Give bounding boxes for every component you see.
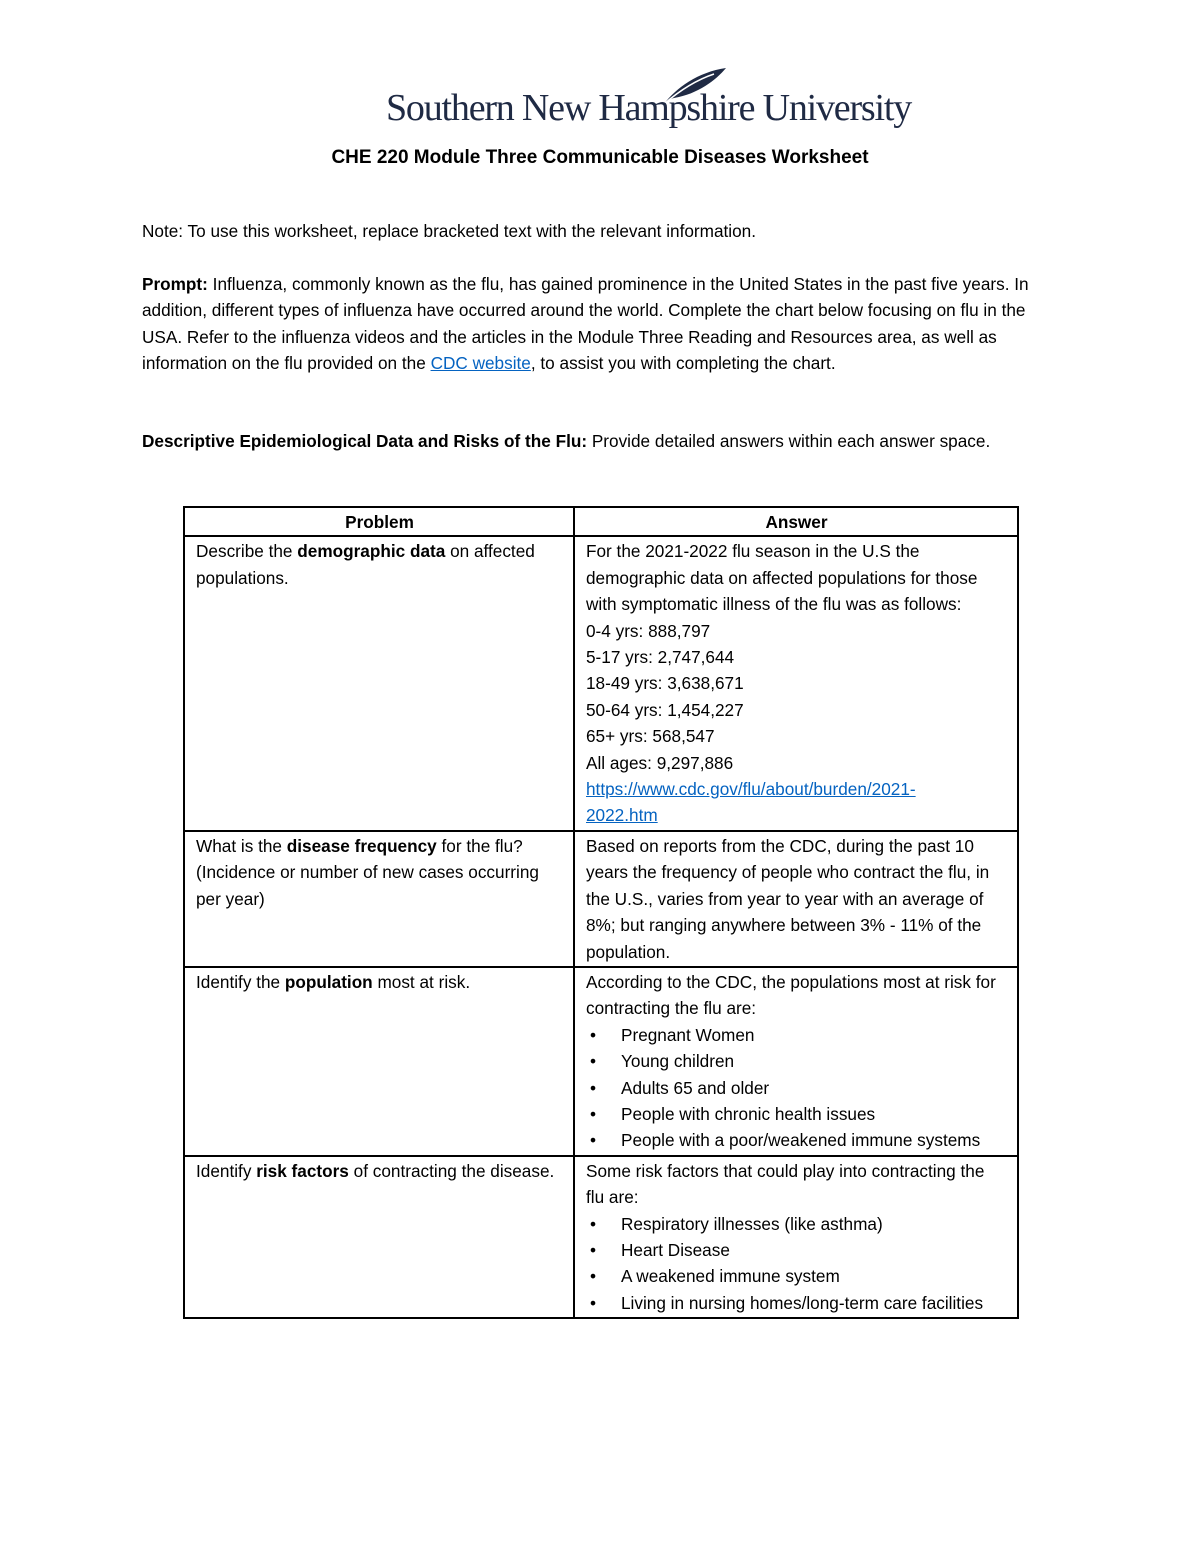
prompt-text-before: Influenza, commonly known as the flu, has gained prominence in the United States in the past five years. In addition, different types of influenza have occurred around the world. Complete the chart below focusing on flu in the USA. Refer to the influenza videos and the articles in the Module Three Reading and Resources area, as well as information on the flu provided on the [142,274,1029,374]
list-item [586,1263,1007,1289]
header-answer: Answer [574,507,1018,536]
list-item [586,1075,1007,1101]
cdc-burden-link[interactable] [586,776,1007,829]
cdc-burden-link-part: https://www.cdc.gov/flu/about/burden/2021- [586,779,916,800]
list-item-text: A weakened immune system [621,1266,840,1287]
demographic-line: 18-49 yrs: 3,638,671 [586,673,744,694]
problem-text: What is the [196,835,287,856]
bullet-icon: • [590,1266,597,1287]
worksheet-table [183,506,1019,1319]
problem-text: most at risk. [372,971,471,992]
problem-keyword: demographic data [297,541,446,562]
problem-cell [184,1156,574,1318]
list-item [586,1101,1007,1127]
answer-intro: Based on reports from the CDC, during the past 10 years the frequency of people who contract the flu, in the U.S., varies from year to year with an average of 8%; but ranging anywhere between 3% - 11% of the population. [586,835,990,962]
bullet-icon: • [590,1103,597,1124]
list-item [586,1290,1007,1316]
risk-population-list [586,1022,1007,1154]
description-text: Provide detailed answers within each answer space. [587,431,991,451]
problem-text: Identify [196,1160,257,1181]
list-item-text: People with chronic health issues [621,1103,876,1124]
list-item-text: Living in nursing homes/long-term care facilities [621,1292,984,1313]
note-paragraph [142,218,1062,244]
answer-intro: Some risk factors that could play into contracting the flu are: [586,1160,985,1208]
problem-text: Describe the [196,541,298,562]
table-row [184,831,1018,967]
answer-cell [574,831,1018,967]
problem-cell [184,831,574,967]
problem-text: on affected populations. [196,541,535,588]
risk-factor-list [586,1211,1007,1317]
bullet-icon: • [590,1239,597,1260]
problem-text: for the flu? (Incidence or number of new cases occurring per year) [196,835,539,909]
description-label: Descriptive Epidemiological Data and Risks of the Flu: [142,431,588,451]
demographic-line: 50-64 yrs: 1,454,227 [586,699,744,720]
cdc-burden-link-part: 2022.htm [586,805,658,826]
list-item [586,1211,1007,1237]
bullet-icon: • [590,1024,597,1045]
table-row [184,967,1018,1156]
bullet-icon: • [590,1077,597,1098]
table-row [184,1156,1018,1318]
demographic-line: 0-4 yrs: 888,797 [586,620,711,641]
list-item-text: Young children [621,1051,735,1072]
list-item-text: Heart Disease [621,1239,730,1260]
problem-keyword: disease frequency [286,835,437,856]
prompt-paragraph [142,271,1062,377]
bullet-icon: • [590,1213,597,1234]
problem-keyword: risk factors [256,1160,349,1181]
demographic-line: All ages: 9,297,886 [586,752,734,773]
answer-cell [574,536,1018,830]
cdc-website-link[interactable]: CDC website [430,353,531,374]
answer-intro: According to the CDC, the populations most at risk for contracting the flu are: [586,971,996,1019]
problem-keyword: population [284,971,373,992]
university-logo-text: Southern New Hampshire University [386,87,912,129]
worksheet-title: CHE 220 Module Three Communicable Diseases Worksheet [331,147,869,168]
list-item [586,1237,1007,1263]
list-item-text: Adults 65 and older [621,1077,770,1098]
note-text: To use this worksheet, replace bracketed text with the relevant information. [183,221,756,241]
problem-text: Identify the [196,971,285,992]
answer-cell [574,1156,1018,1318]
answer-cell [574,967,1018,1156]
answer-intro: For the 2021-2022 flu season in the U.S the demographic data on affected populations for those with symptomatic illness of the flu was as follows: [586,541,978,615]
problem-text: of contracting the disease. [348,1160,555,1181]
demographic-line: 5-17 yrs: 2,747,644 [586,647,735,668]
bullet-icon: • [590,1292,597,1313]
bullet-icon: • [590,1051,597,1072]
header-problem: Problem [184,507,574,536]
table-row [184,536,1018,830]
prompt-label: Prompt: [142,274,208,294]
prompt-text-after: , to assist you with completing the chart. [530,353,836,374]
note-label: Note: [142,221,184,241]
university-logo [386,66,912,138]
list-item-text: Respiratory illnesses (like asthma) [621,1213,883,1234]
list-item [586,1127,1007,1153]
list-item-text: People with a poor/weakened immune systems [621,1130,981,1151]
list-item [586,1048,1007,1074]
problem-cell [184,536,574,830]
list-item-text: Pregnant Women [621,1024,755,1045]
description-paragraph [142,428,1062,454]
list-item [586,1022,1007,1048]
bullet-icon: • [590,1130,597,1151]
table-header-row [184,507,1018,536]
demographic-line: 65+ yrs: 568,547 [586,726,715,747]
problem-cell [184,967,574,1156]
